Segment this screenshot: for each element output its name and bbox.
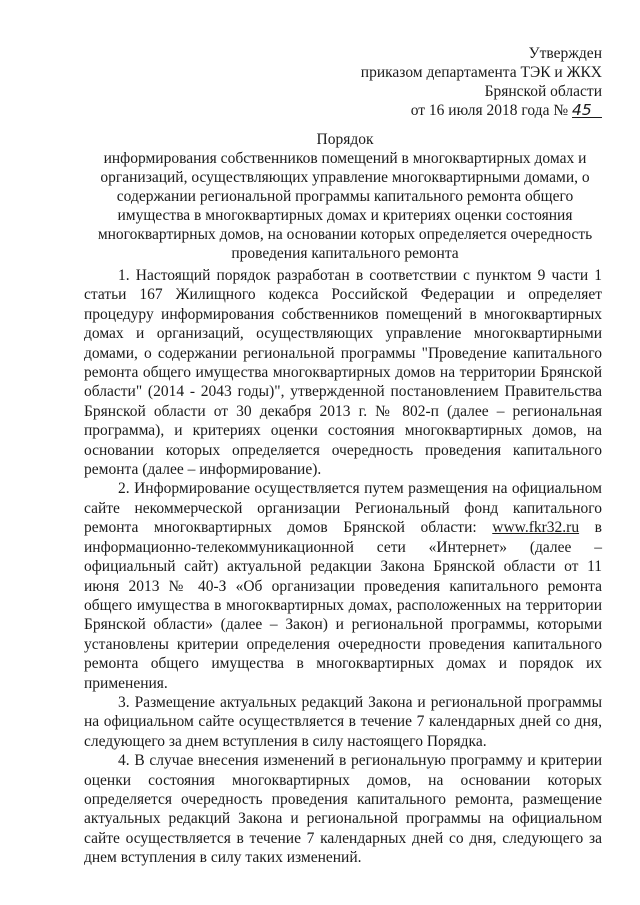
paragraph-2: [84, 479, 602, 692]
order-number-handwritten: 45: [572, 103, 602, 118]
approval-line-date: [361, 101, 602, 120]
title-heading: Порядок: [316, 131, 374, 148]
approval-line-approved: Утвержден: [528, 45, 602, 62]
approval-line-order: приказом департамента ТЭК и ЖКХ: [360, 64, 602, 81]
paragraph-2-text-start: 2. Информирование осуществляется путем размещения на официальном сайте некоммерческой организации Региональный фонд капитального ремонта многоквартирных домов Брянской области:: [84, 480, 602, 537]
approval-stamp: [361, 44, 602, 120]
approval-line-region: Брянской области: [484, 83, 602, 100]
paragraph-1: 1. Настоящий порядок разработан в соответствии с пунктом 9 части 1 статьи 167 Жилищного кодекса Российской Федерации и определяет процедуру информирования собственников помещений в многоквартирных домах и организаций, осуществляющих управление многоквартирными домами, о содержании региональной программы "Проведение капитального ремонта общего имущества многоквартирных домов на территории Брянской области" (2014 - 2043 годы)", утвержденной постановлением Правительства Брянской области от 30 декабря 2013 г. № 802-п (далее – региональная программа), и критериях оценки состояния многоквартирных домов, на основании которых определяется очередность проведения капитального ремонта (далее – информирование).: [84, 267, 602, 479]
document-body: [84, 266, 602, 868]
paragraph-3: 3. Размещение актуальных редакций Закона и региональной программы на официальном сайте осуществляется в течение 7 календарных дней со дня, следующего за днем вступления в силу настоящего Порядка.: [84, 693, 602, 750]
document-title: [92, 130, 598, 263]
fkr32-link[interactable]: www.fkr32.ru: [492, 519, 580, 537]
title-subtitle: информирования собственников помещений в многоквартирных домах и организаций, осуществляющих управление многоквартирными домами, о содержании региональной программы капитального ремонта общего имущества в многоквартирных домах и критериях оценки состояния многоквартирных домов, на основании которых определяется очередность проведения капитального ремонта: [97, 150, 593, 262]
approval-date-text: от 16 июля 2018 года №: [410, 102, 569, 119]
paragraph-4: 4. В случае внесения изменений в региональную программу и критерии оценки состояния многоквартирных домов, на основании которых определяется очередность проведения капитального ремонта, размещение актуальных редакций Закона и региональной программы на официальном сайте осуществляется в течение 7 календарных дней со дня, следующего за днем вступления в силу таких изменений.: [84, 752, 602, 867]
paragraph-2-text-end: в информационно-телекоммуникационной сети «Интернет» (далее – официальный сайт) актуальной редакции Закона Брянской области от 11 июня 2013 № 40-З «Об организации проведения капитального ремонта общего имущества в многоквартирных домах, расположенных на территории Брянской области» (далее – Закон) и региональной программы, которыми установлены критерии определения очередности проведения капитального ремонта общего имущества в многоквартирных домах и порядок их применения.: [84, 519, 602, 692]
